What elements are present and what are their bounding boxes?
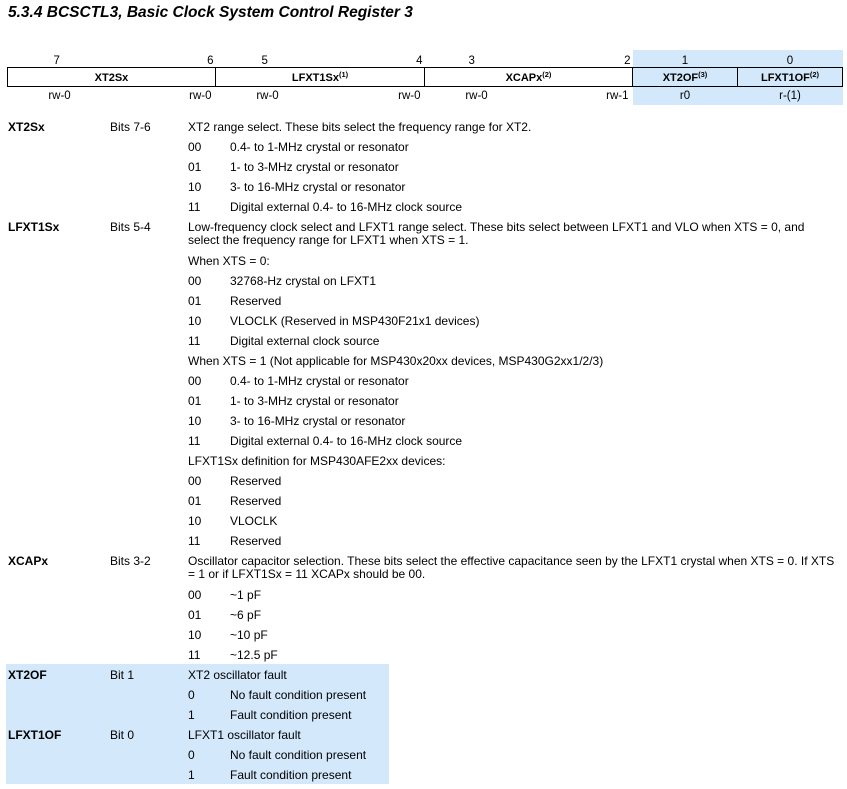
option-row — [0, 197, 847, 217]
field-desc-xt2of — [0, 665, 847, 685]
option-row — [0, 471, 847, 491]
subheading-text: When XTS = 0: — [188, 254, 270, 268]
option-row — [0, 311, 847, 331]
bit-number: 6 — [207, 54, 214, 67]
bit-number-row — [8, 50, 843, 67]
option-row — [0, 605, 847, 625]
option-row — [0, 625, 847, 645]
access-type: rw-1 — [606, 89, 629, 102]
option-text: 1- to 3-MHz crystal or resonator — [230, 160, 399, 174]
field-desc-xt2sx — [0, 117, 847, 137]
option-row — [0, 371, 847, 391]
option-row — [0, 705, 847, 725]
bit-number: 5 — [261, 54, 268, 67]
subheading-text: LFXT1Sx definition for MSP430AFE2xx devices: — [188, 454, 446, 468]
field-footnote: (3) — [698, 69, 708, 79]
option-row — [0, 411, 847, 431]
option-row — [0, 177, 847, 197]
option-text: 32768-Hz crystal on LFXT1 — [230, 274, 377, 288]
bit-number: 0 — [738, 50, 843, 67]
field-desc-lfxt1sx — [0, 217, 847, 247]
option-code: 01 — [188, 294, 202, 308]
option-text: ~10 pF — [230, 628, 268, 642]
option-code: 00 — [188, 140, 202, 154]
option-code: 00 — [188, 588, 202, 602]
option-row — [0, 291, 847, 311]
option-text: No fault condition present — [230, 688, 367, 702]
option-row — [0, 431, 847, 451]
option-code: 11 — [188, 200, 201, 214]
option-code: 10 — [188, 514, 202, 528]
option-code: 11 — [188, 534, 201, 548]
field-cell-lfxt1sx — [216, 67, 425, 86]
option-text: ~12.5 pF — [230, 648, 278, 662]
field-name: XCAPx — [505, 71, 543, 84]
option-text: Reserved — [230, 534, 282, 548]
bit-number: 4 — [416, 54, 423, 67]
field-name: LFXT1OF — [760, 71, 810, 84]
access-row — [8, 86, 843, 105]
field-desc-bits: Bits 7-6 — [110, 120, 151, 134]
field-desc-name: XCAPx — [8, 554, 49, 568]
option-row — [0, 511, 847, 531]
option-row — [0, 685, 847, 705]
option-row — [0, 491, 847, 511]
field-desc-text: Low-frequency clock select and LFXT1 range select. These bits select between LFXT1 and VLO when XTS = 0, and select the frequency range for LFXT1 when XTS = 1. — [188, 220, 805, 247]
field-cell-xt2of — [633, 67, 738, 86]
option-row — [0, 645, 847, 665]
field-footnote: (1) — [338, 69, 349, 79]
option-text: 1- to 3-MHz crystal or resonator — [230, 394, 399, 408]
option-code: 01 — [188, 394, 202, 408]
option-code: 1 — [188, 768, 195, 782]
field-name-row — [8, 67, 843, 86]
option-code: 11 — [188, 648, 201, 662]
subheading — [0, 251, 847, 271]
field-desc-name: XT2OF — [8, 668, 47, 682]
option-row — [0, 271, 847, 291]
field-desc-lfxt1of — [0, 725, 847, 745]
field-desc-xcapx — [0, 551, 847, 581]
field-footnote: (2) — [542, 69, 552, 79]
bit-number: 1 — [633, 50, 738, 67]
option-text: Reserved — [230, 294, 282, 308]
option-code: 00 — [188, 374, 202, 388]
option-row — [0, 331, 847, 351]
access-type: r-(1) — [738, 86, 843, 105]
option-row — [0, 391, 847, 411]
field-desc-bits: Bit 1 — [110, 668, 135, 682]
option-code: 10 — [188, 180, 202, 194]
option-row — [0, 531, 847, 551]
access-type: rw-0 — [398, 89, 421, 102]
bit-number: 7 — [53, 54, 60, 67]
option-code: 1 — [188, 708, 195, 722]
option-text: 0.4- to 1-MHz crystal or resonator — [230, 140, 409, 154]
option-code: 10 — [188, 414, 202, 428]
option-code: 00 — [188, 474, 202, 488]
option-code: 10 — [188, 628, 202, 642]
field-desc-name: LFXT1OF — [8, 728, 62, 742]
option-row — [0, 745, 847, 765]
section-title: 5.3.4 BCSCTL3, Basic Clock System Control Register 3 — [8, 4, 413, 21]
option-code: 10 — [188, 314, 202, 328]
access-type: rw-0 — [48, 89, 71, 102]
field-footnote: (2) — [809, 69, 820, 79]
option-text: ~6 pF — [230, 608, 262, 622]
option-text: Digital external 0.4- to 16-MHz clock source — [230, 200, 463, 214]
option-code: 0 — [188, 688, 195, 702]
option-text: Reserved — [230, 474, 282, 488]
subheading-text: When XTS = 1 (Not applicable for MSP430x20xx devices, MSP430G2xx1/2/3) — [188, 354, 604, 368]
register-bit-table — [7, 50, 843, 105]
field-desc-bits: Bit 0 — [110, 728, 135, 742]
access-type: r0 — [633, 86, 738, 105]
option-text: 0.4- to 1-MHz crystal or resonator — [230, 374, 409, 388]
field-cell-xcapx — [425, 67, 633, 86]
field-desc-text: XT2 oscillator fault — [188, 668, 287, 682]
option-code: 0 — [188, 748, 195, 762]
field-desc-bits: Bits 3-2 — [110, 554, 151, 568]
access-type: rw-0 — [465, 89, 488, 102]
option-code: 11 — [188, 334, 201, 348]
access-type: rw-0 — [256, 89, 279, 102]
option-text: VLOCLK — [230, 514, 278, 528]
option-text: Digital external clock source — [230, 334, 380, 348]
option-text: Fault condition present — [230, 708, 352, 722]
field-desc-text: LFXT1 oscillator fault — [188, 728, 301, 742]
option-text: VLOCLK (Reserved in MSP430F21x1 devices) — [230, 314, 480, 328]
option-code: 01 — [188, 494, 202, 508]
option-row — [0, 585, 847, 605]
option-text: No fault condition present — [230, 748, 367, 762]
option-row — [0, 765, 847, 785]
option-code: 11 — [188, 434, 201, 448]
option-text: Fault condition present — [230, 768, 352, 782]
field-cell-xt2sx — [8, 67, 216, 86]
option-code: 01 — [188, 160, 202, 174]
option-code: 01 — [188, 608, 202, 622]
field-name: XT2OF — [662, 71, 699, 84]
option-text: Reserved — [230, 494, 282, 508]
field-cell-lfxt1of — [738, 67, 843, 86]
field-desc-name: LFXT1Sx — [8, 220, 60, 234]
option-row — [0, 137, 847, 157]
option-text: 3- to 16-MHz crystal or resonator — [230, 180, 406, 194]
field-name: XT2Sx — [94, 71, 129, 84]
access-type: rw-0 — [189, 89, 212, 102]
option-row — [0, 157, 847, 177]
option-text: ~1 pF — [230, 588, 262, 602]
option-code: 00 — [188, 274, 202, 288]
bit-number: 2 — [624, 54, 631, 67]
bit-number: 3 — [468, 54, 475, 67]
field-name: LFXT1Sx — [291, 71, 339, 84]
field-desc-bits: Bits 5-4 — [110, 220, 151, 234]
field-desc-text: Oscillator capacitor selection. These bits select the effective capacitance seen by the LFXT1 crystal when XTS = 0. If XTS = 1 or if LFXT1Sx = 11 XCAPx should be 00. — [188, 554, 835, 581]
subheading — [0, 451, 847, 471]
subheading — [0, 351, 847, 371]
field-desc-name: XT2Sx — [8, 120, 45, 134]
option-text: Digital external 0.4- to 16-MHz clock source — [230, 434, 463, 448]
field-desc-text: XT2 range select. These bits select the frequency range for XT2. — [188, 120, 532, 134]
option-text: 3- to 16-MHz crystal or resonator — [230, 414, 406, 428]
